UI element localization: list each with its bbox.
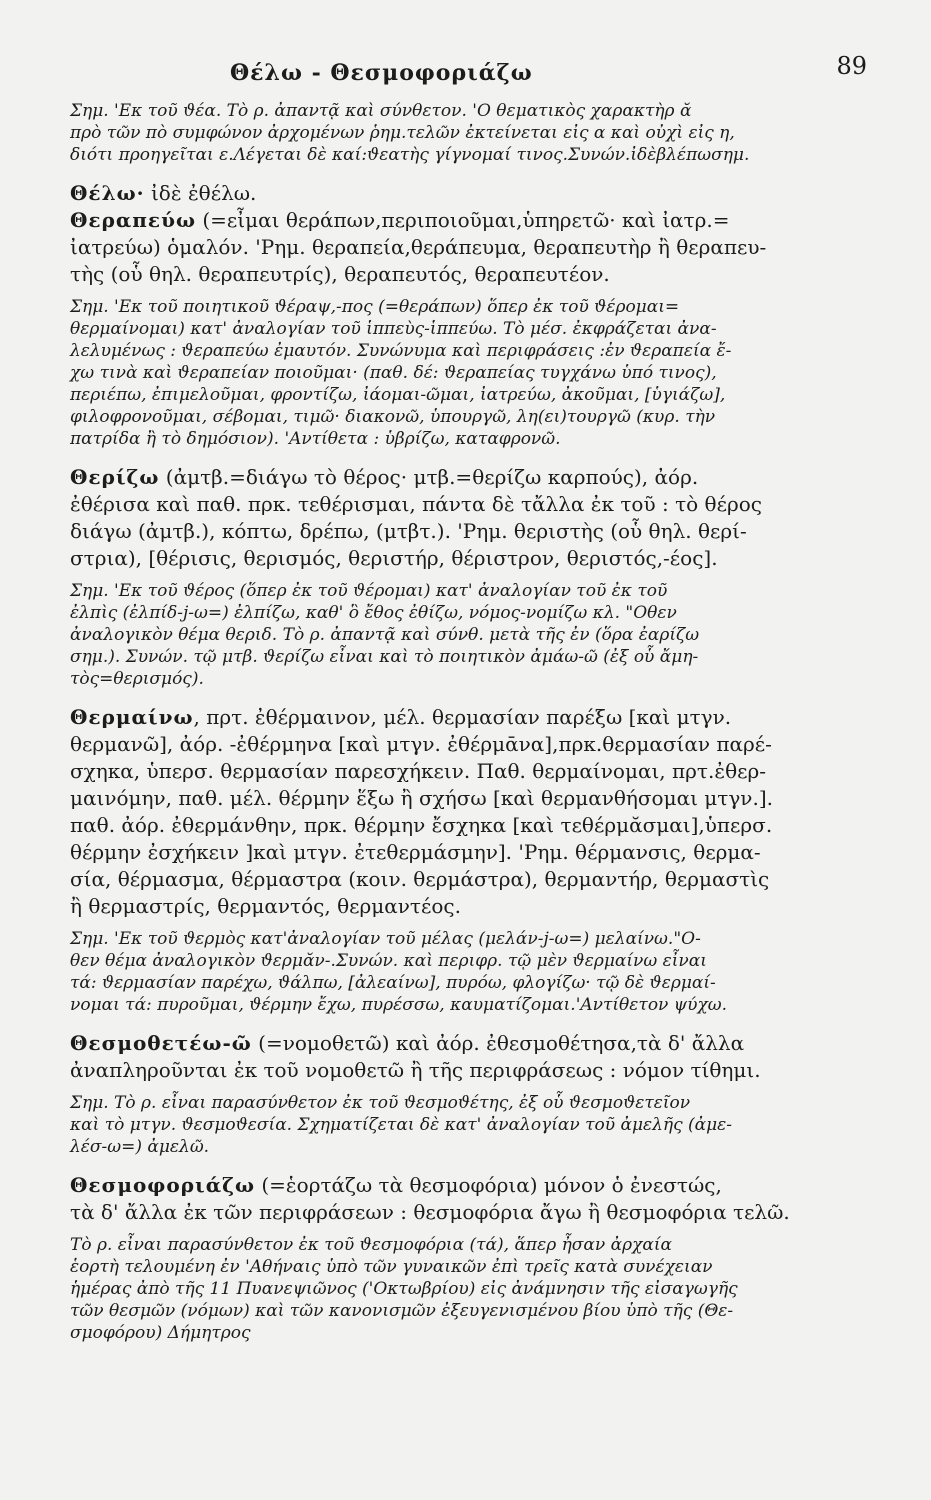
text-line: θέρμην ἐσχήκειν ]καὶ μτγν. ἐτεθερμάσμην]. 'Ρημ. θέρμανσις, θερμα-	[70, 840, 761, 864]
text-line: Σημ. 'Εκ τοῦ ποιητικοῦ ϑέραψ,-πος (=θεράπων) ὅπερ ἐκ τοῦ ϑέρομαι=	[70, 297, 680, 317]
text-line: παθ. ἀόρ. ἐθερμάνθην, πρκ. θέρμην ἔσχηκα [καὶ τεθέρμᾰσμαι],ὑπερσ.	[70, 813, 773, 837]
text-line	[70, 1172, 871, 1199]
text-line: νομαι τά: πυροῦμαι, ϑέρμην ἔχω, πυρέσσω, καυματίζομαι.'Αντίθετον ψύχω.	[70, 995, 728, 1015]
text-line: μαινόμην, παθ. μέλ. θέρμην ἕξω ἢ σχήσω [καὶ θερμανθήσομαι μτγν.].	[70, 786, 773, 810]
text-line: θερμανῶ], ἀόρ. -ἐθέρμηνα [καὶ μτγν. ἐθέρμᾱνα],πρκ.θερμασίαν παρέ-	[70, 732, 772, 756]
note-block-3	[70, 580, 871, 690]
text-line: ἰατρεύω) ὁμαλόν. 'Ρημ. θεραπεία,θεράπευμα, θεραπευτὴρ ἢ θεραπευ-	[70, 235, 767, 259]
text-line: πρὸ τῶν πὸ συμφώνον ἀρχομένων ῥημ.τελῶν ἐκτείνεται εἰς α καὶ οὐχὶ εἰς η,	[70, 123, 735, 143]
entry-text: (=νομοθετῶ) καὶ ἀόρ. ἐθεσμοθέτησα,τὰ δ' ἄλλα	[251, 1031, 745, 1055]
entry-text: (=εἶμαι θεράπων,περιποιοῦμαι,ὑπηρετῶ· καὶ ἰατρ.=	[196, 208, 730, 232]
note-block-1	[70, 100, 871, 166]
text-line: ἐλπὶς (ἐλπίδ-j-ω=) ἐλπίζω, καθ' ὃ ἔθος ἐθίζω, νόμος-νομίζω κλ. "Οθεν	[70, 603, 677, 623]
headword: Θεσμοφοριάζω	[70, 1173, 255, 1197]
running-head: Θέλω - Θεσμοφοριάζω	[230, 60, 533, 86]
text-line	[70, 464, 871, 491]
text-line	[70, 1030, 871, 1057]
text-line: Τὸ ρ. εἶναι παρασύνθετον ἐκ τοῦ ϑεσμοφόρια (τά), ἅπερ ἦσαν ἀρχαία	[70, 1235, 673, 1255]
text-line	[70, 704, 871, 731]
text-line: ἡμέρας ἀπὸ τῆς 11 Πυανεψιῶνος ('Οκτωβρίου) εἰς ἀνάμνησιν τῆς εἰσαγωγῆς	[70, 1279, 738, 1299]
text-line: διάγω (ἀμτβ.), κόπτω, δρέπω, (μτβτ.). 'Ρημ. θεριστὴς (οὗ θηλ. θερί-	[70, 519, 747, 543]
text-line: τὰ δ' ἄλλα ἐκ τῶν περιφράσεων : θεσμοφόρια ἄγω ἢ θεσμοφόρια τελῶ.	[70, 1200, 790, 1224]
text-line: ἐθέρισα καὶ παθ. πρκ. τεθέρισμαι, πάντα δὲ τἄλλα ἐκ τοῦ : τὸ θέρος	[70, 492, 762, 516]
text-line: σχηκα, ὑπερσ. θερμασίαν παρεσχήκειν. Παθ. θερμαίνομαι, πρτ.ἐθερ-	[70, 759, 766, 783]
entry-therizo	[70, 464, 871, 572]
headword: Θέλω·	[70, 181, 145, 205]
entry-thesmotheteo	[70, 1030, 871, 1084]
text-line	[70, 180, 871, 207]
note-block-2	[70, 296, 871, 450]
text-line: σημ.). Συνών. τῷ μτβ. ϑερίζω εἶναι καὶ τὸ ποιητικὸν ἀμάω-ῶ (ἐξ οὗ ἄμη-	[70, 647, 699, 667]
text-line: Σημ. Τὸ ρ. εἶναι παρασύνθετον ἐκ τοῦ ϑεσμοϑέτης, ἐξ οὗ ϑεσμοϑετεῖον	[70, 1093, 691, 1113]
entry-text: (=ἑορτάζω τὰ θεσμοφόρια) μόνον ὁ ἐνεστώς,	[255, 1173, 722, 1197]
text-line: φιλοφρονοῦμαι, σέβομαι, τιμῶ· διακονῶ, ὑπουργῶ, λη(ει)τουργῶ (κυρ. τὴν	[70, 407, 716, 427]
text-line: πατρίδα ἢ τὸ δημόσιον). 'Αντίθετα : ὑβρίζω, καταφρονῶ.	[70, 429, 561, 449]
text-line: ἀναλογικὸν θέμα θεριδ. Τὸ ρ. ἀπαντᾷ καὶ σύνθ. μετὰ τῆς ἐν (ὅρα ἐαρίζω	[70, 625, 700, 645]
text-line: θεν θέμα ἀναλογικὸν ϑερμᾰν-.Συνών. καὶ περιφρ. τῷ μὲν ϑερμαίνω εἶναι	[70, 951, 707, 971]
text-line: ἀναπληροῦνται ἐκ τοῦ νομοθετῶ ἢ τῆς περιφράσεως : νόμον τίθημι.	[70, 1058, 761, 1082]
page-number: 89	[836, 52, 867, 80]
entry-thermaino	[70, 704, 871, 920]
text-line: ἢ θερμαστρίς, θερμαντός, θερμαντέος.	[70, 894, 461, 918]
headword: Θερίζω	[70, 465, 160, 489]
text-line: λελυμένως : ϑεραπεύω ἐμαυτόν. Συνώνυμα καὶ περιφράσεις :ἐν ϑεραπεία ἔ-	[70, 341, 732, 361]
text-line: Σημ. 'Εκ τοῦ ϑέα. Τὸ ρ. ἀπαντᾷ καὶ σύνθετον. 'Ο θεματικὸς χαρακτὴρ ᾰ	[70, 101, 692, 121]
entry-text: (ἀμτβ.=διάγω τὸ θέρος· μτβ.=θερίζω καρπούς), ἀόρ.	[159, 465, 699, 489]
headword: Θερμαίνω	[70, 705, 194, 729]
entry-thesmophoriazo	[70, 1172, 871, 1226]
text-line: σμοφόρου) Δήμητρος	[70, 1323, 251, 1343]
text-line: τὸς=θερισμός).	[70, 669, 204, 689]
text-line: ἑορτὴ τελουμένη ἐν 'Αθήναις ὑπὸ τῶν γυναικῶν ἐπὶ τρεῖς κατὰ συνέχειαν	[70, 1257, 713, 1277]
text-line: χω τινὰ καὶ ϑεραπείαν ποιοῦμαι· (παθ. δέ: ϑεραπείας τυγχάνω ὑπό τινος),	[70, 363, 717, 383]
text-line: Σημ. 'Εκ τοῦ ϑέρος (ὅπερ ἐκ τοῦ ϑέρομαι) κατ' ἀναλογίαν τοῦ ἐκ τοῦ	[70, 581, 668, 601]
text-line: Σημ. 'Εκ τοῦ ϑερμὸς κατ'ἀναλογίαν τοῦ μέλας (μελάν-j-ω=) μελαίνω."Ο-	[70, 929, 701, 949]
text-line: λέσ-ω=) ἀμελῶ.	[70, 1137, 210, 1157]
text-line: τὴς (οὗ θηλ. θεραπευτρίς), θεραπευτός, θεραπευτέον.	[70, 262, 610, 286]
text-line: τῶν θεσμῶν (νόμων) καὶ τῶν κανονισμῶν ἐξευγενισμένου βίου ὑπὸ τῆς (Θε-	[70, 1301, 734, 1321]
note-block-5	[70, 1092, 871, 1158]
entry-text: , πρτ. ἐθέρμαινον, μέλ. θερμασίαν παρέξω [καὶ μτγν.	[193, 705, 732, 729]
entry-thelo	[70, 180, 871, 207]
headword: Θεραπεύω	[70, 208, 196, 232]
page-header	[70, 52, 871, 100]
text-line: στρια), [θέρισις, θερισμός, θεριστήρ, θέριστρον, θεριστός,-έος].	[70, 546, 718, 570]
text-line	[70, 207, 871, 234]
text-line: θερμαίνομαι) κατ' ἀναλογίαν τοῦ ἱππεὺς-ἱππεύω. Τὸ μέσ. ἐκφράζεται ἀνα-	[70, 319, 717, 339]
headword: Θεσμοθετέω-ῶ	[70, 1031, 252, 1055]
note-block-4	[70, 928, 871, 1016]
text-line: τά: ϑερμασίαν παρέχω, ϑάλπω, [ἀλεαίνω], πυρόω, φλογίζω· τῷ δὲ ϑερμαί-	[70, 973, 716, 993]
entry-text: ἰδὲ ἐθέλω.	[144, 181, 257, 205]
text-line: διότι προηγεῖται ε.Λέγεται δὲ καί:ϑεατὴς γίγνομαί τινος.Συνών.ἰδὲβλέπωσημ.	[70, 145, 750, 165]
text-line: καὶ τὸ μτγν. ϑεσμοϑεσία. Σχηματίζεται δὲ κατ' ἀναλογίαν τοῦ ἀμελῆς (ἀμε-	[70, 1115, 733, 1135]
text-line: περιέπω, ἐπιμελοῦμαι, φροντίζω, ἰάομαι-ῶμαι, ἰατρεύω, ἀκοῦμαι, [ὑγιάζω],	[70, 385, 726, 405]
text-line: σία, θέρμασμα, θέρμαστρα (κοιν. θερμάστρα), θερμαντήρ, θερμαστὶς	[70, 867, 770, 891]
note-block-6	[70, 1234, 871, 1344]
entry-therapeuo	[70, 207, 871, 288]
